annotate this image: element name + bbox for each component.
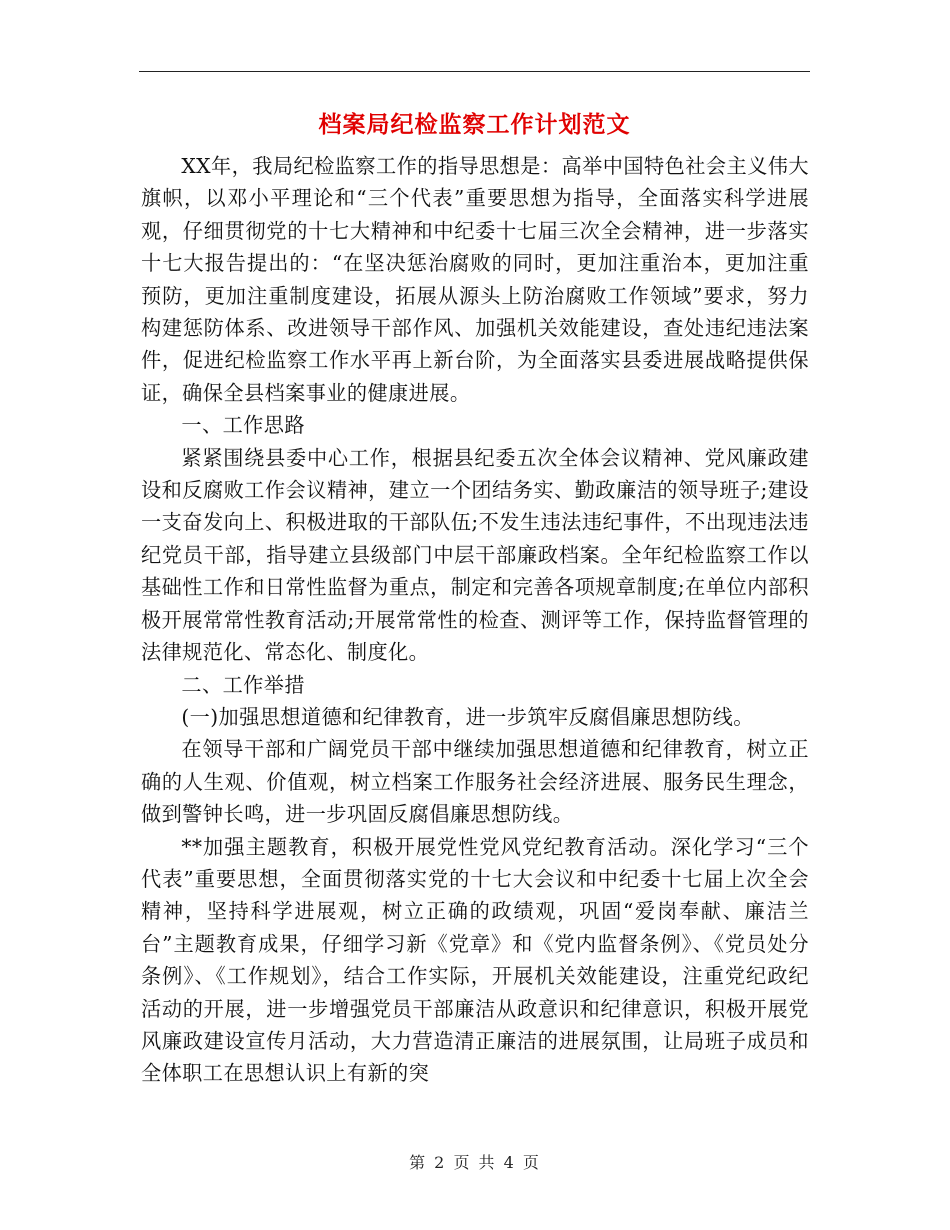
paragraph-measure-one: 在领导干部和广阔党员干部中继续加强思想道德和纪律教育，树立正确的人生观、价值观，树立档案工作服务社会经济进展、服务民生理念，做到警钟长鸣，进一步巩固反腐倡廉思想防线。 bbox=[141, 737, 809, 827]
paragraph-theme-education: **加强主题教育，积极开展党性党风党纪教育活动。深化学习“三个代表”重要思想，全面贯彻落实党的十七大会议和中纪委十七届上次全会精神，坚持科学进展观，树立正确的政绩观，巩固“爱岗奉献、廉洁兰台”主题教育成果，仔细学习新《党章》和《党内监督条例》、《党员处分条例》、《工作规划》，结合工作实际，开展机关效能建设，注重党纪政纪活动的开展，进一步增强党员干部廉洁从政意识和纪律意识，积极开展党风廉政建设宣传月活动，大力营造清正廉洁的进展氛围，让局班子成员和全体职工在思想认识上有新的突 bbox=[141, 834, 809, 1086]
header-rule bbox=[139, 71, 810, 72]
page-number: 第 2 页 共 4 页 bbox=[409, 1153, 541, 1172]
heading-work-measures: 二、工作举措 bbox=[181, 672, 305, 697]
document-body bbox=[141, 150, 809, 1090]
heading-work-approach: 一、工作思路 bbox=[181, 413, 305, 438]
paragraph-guiding-ideology: XX年，我局纪检监察工作的指导思想是：高举中国特色社会主义伟大旗帜，以邓小平理论和“三个代表”重要思想为指导，全面落实科学进展观，仔细贯彻党的十七大精神和中纪委十七届三次全会精神，进一步落实十七大报告提出的：“在坚决惩治腐败的同时，更加注重治本，更加注重预防，更加注重制度建设，拓展从源头上防治腐败工作领域”要求，努力构建惩防体系、改进领导干部作风、加强机关效能建设，查处违纪违法案件，促进纪检监察工作水平再上新台阶，为全面落实县委进展战略提供保证，确保全县档案事业的健康进展。 bbox=[141, 154, 809, 405]
subheading-measure-one: (一)加强思想道德和纪律教育，进一步筑牢反腐倡廉思想防线。 bbox=[181, 704, 754, 729]
document-title: 档案局纪检监察工作计划范文 bbox=[318, 111, 631, 138]
paragraph-work-approach: 紧紧围绕县委中心工作，根据县纪委五次全体会议精神、党风廉政建设和反腐败工作会议精神，建立一个团结务实、勤政廉洁的领导班子;建设一支奋发向上、积极进取的干部队伍;不发生违法违纪事件，不出现违法违纪党员干部，指导建立县级部门中层干部廉政档案。全年纪检监察工作以基础性工作和日常性监督为重点，制定和完善各项规章制度;在单位内部积极开展常常性教育活动;开展常常性的检查、测评等工作，保持监督管理的法律规范化、常态化、制度化。 bbox=[141, 445, 809, 665]
